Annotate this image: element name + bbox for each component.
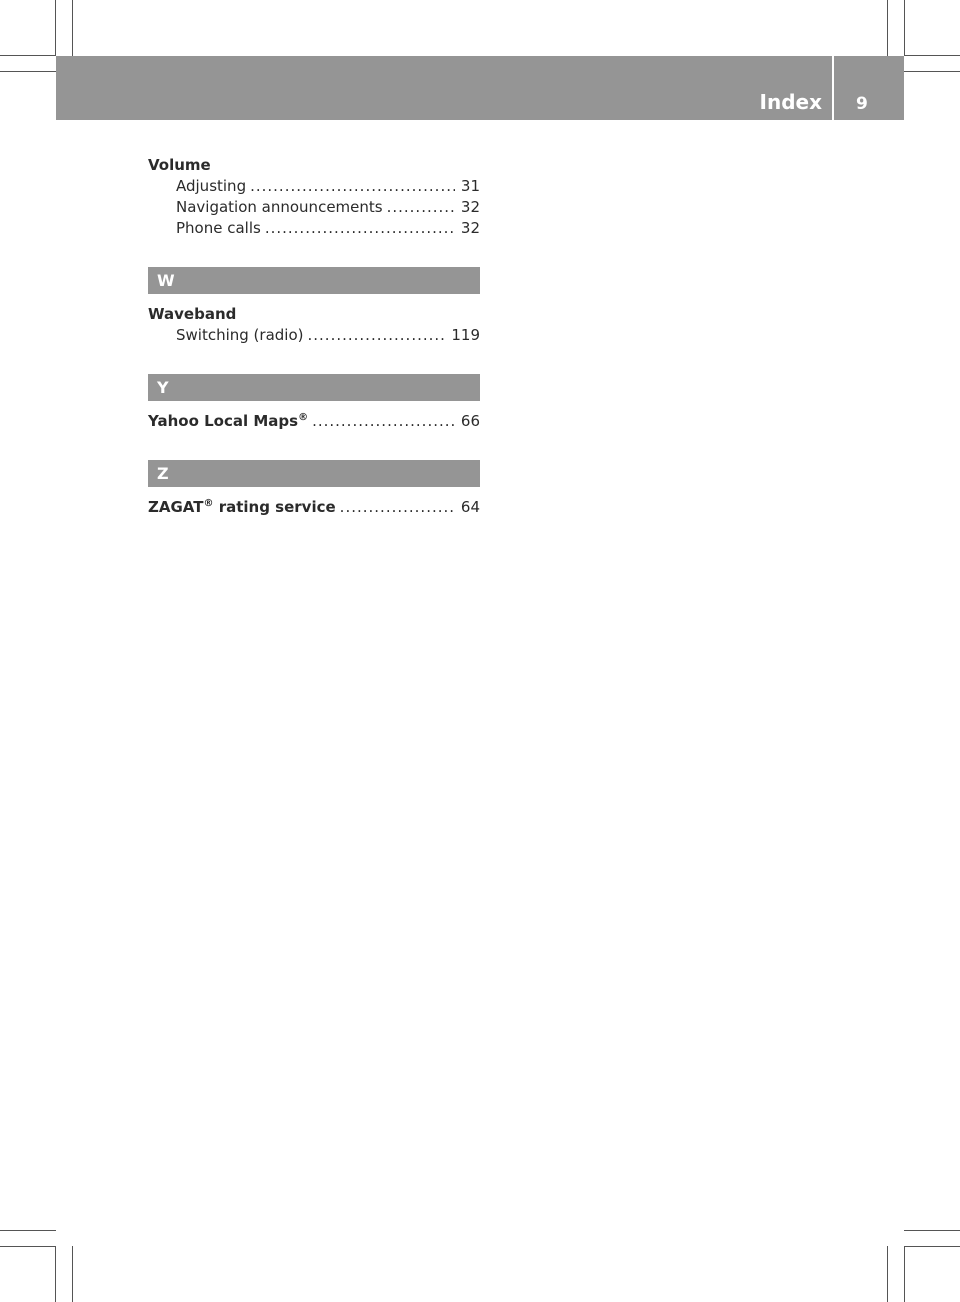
entry-label: Adjusting: [176, 177, 247, 195]
crop-mark: [904, 1246, 905, 1302]
crop-mark: [55, 0, 56, 56]
dot-leader: [312, 411, 455, 432]
entry-page: 119: [451, 326, 480, 344]
page-title: Index: [759, 90, 822, 114]
index-subentry[interactable]: [148, 218, 480, 239]
crop-mark: [904, 71, 960, 72]
dot-leader: [265, 218, 455, 239]
dot-leader: [308, 325, 446, 346]
crop-mark: [904, 1246, 960, 1247]
crop-mark: [55, 1246, 56, 1302]
entry-page: 32: [460, 219, 480, 237]
registered-mark: ®: [203, 498, 214, 509]
entry-label: Navigation announcements: [176, 198, 383, 216]
page-header-bar: [56, 56, 832, 120]
crop-mark: [72, 0, 73, 56]
entry-label: Yahoo Local Maps®: [148, 412, 309, 430]
dot-leader: [387, 197, 455, 218]
crop-mark: [0, 71, 56, 72]
entry-label: Volume: [148, 156, 211, 174]
page-number-box: [834, 56, 904, 120]
index-subentry[interactable]: [148, 197, 480, 218]
entry-label: Switching (radio): [176, 326, 304, 344]
entry-page: 64: [460, 498, 480, 516]
entry-label: Waveband: [148, 305, 237, 323]
crop-mark: [0, 1230, 56, 1231]
crop-mark: [887, 0, 888, 56]
index-subentry[interactable]: [148, 176, 480, 197]
letter-heading-w: W: [148, 267, 480, 294]
index-subentry[interactable]: [148, 325, 480, 346]
dot-leader: [250, 176, 455, 197]
registered-mark: ®: [298, 412, 309, 423]
entry-page: 32: [460, 198, 480, 216]
entry-label: ZAGAT® rating service: [148, 498, 336, 516]
index-column: [148, 155, 480, 518]
dot-leader: [340, 497, 455, 518]
entry-page: 66: [460, 412, 480, 430]
crop-mark: [904, 55, 960, 56]
index-entry-volume[interactable]: [148, 155, 480, 176]
index-entry-waveband[interactable]: [148, 304, 480, 325]
crop-mark: [72, 1246, 73, 1302]
crop-mark: [0, 1246, 56, 1247]
entry-page: 31: [460, 177, 480, 195]
entry-label: Phone calls: [176, 219, 261, 237]
page-number: 9: [856, 94, 868, 114]
index-entry-yahoo[interactable]: [148, 411, 480, 432]
letter-heading-z: Z: [148, 460, 480, 487]
crop-mark: [904, 1230, 960, 1231]
crop-mark: [904, 0, 905, 56]
index-entry-zagat[interactable]: [148, 497, 480, 518]
letter-heading-y: Y: [148, 374, 480, 401]
crop-mark: [0, 55, 56, 56]
crop-mark: [887, 1246, 888, 1302]
